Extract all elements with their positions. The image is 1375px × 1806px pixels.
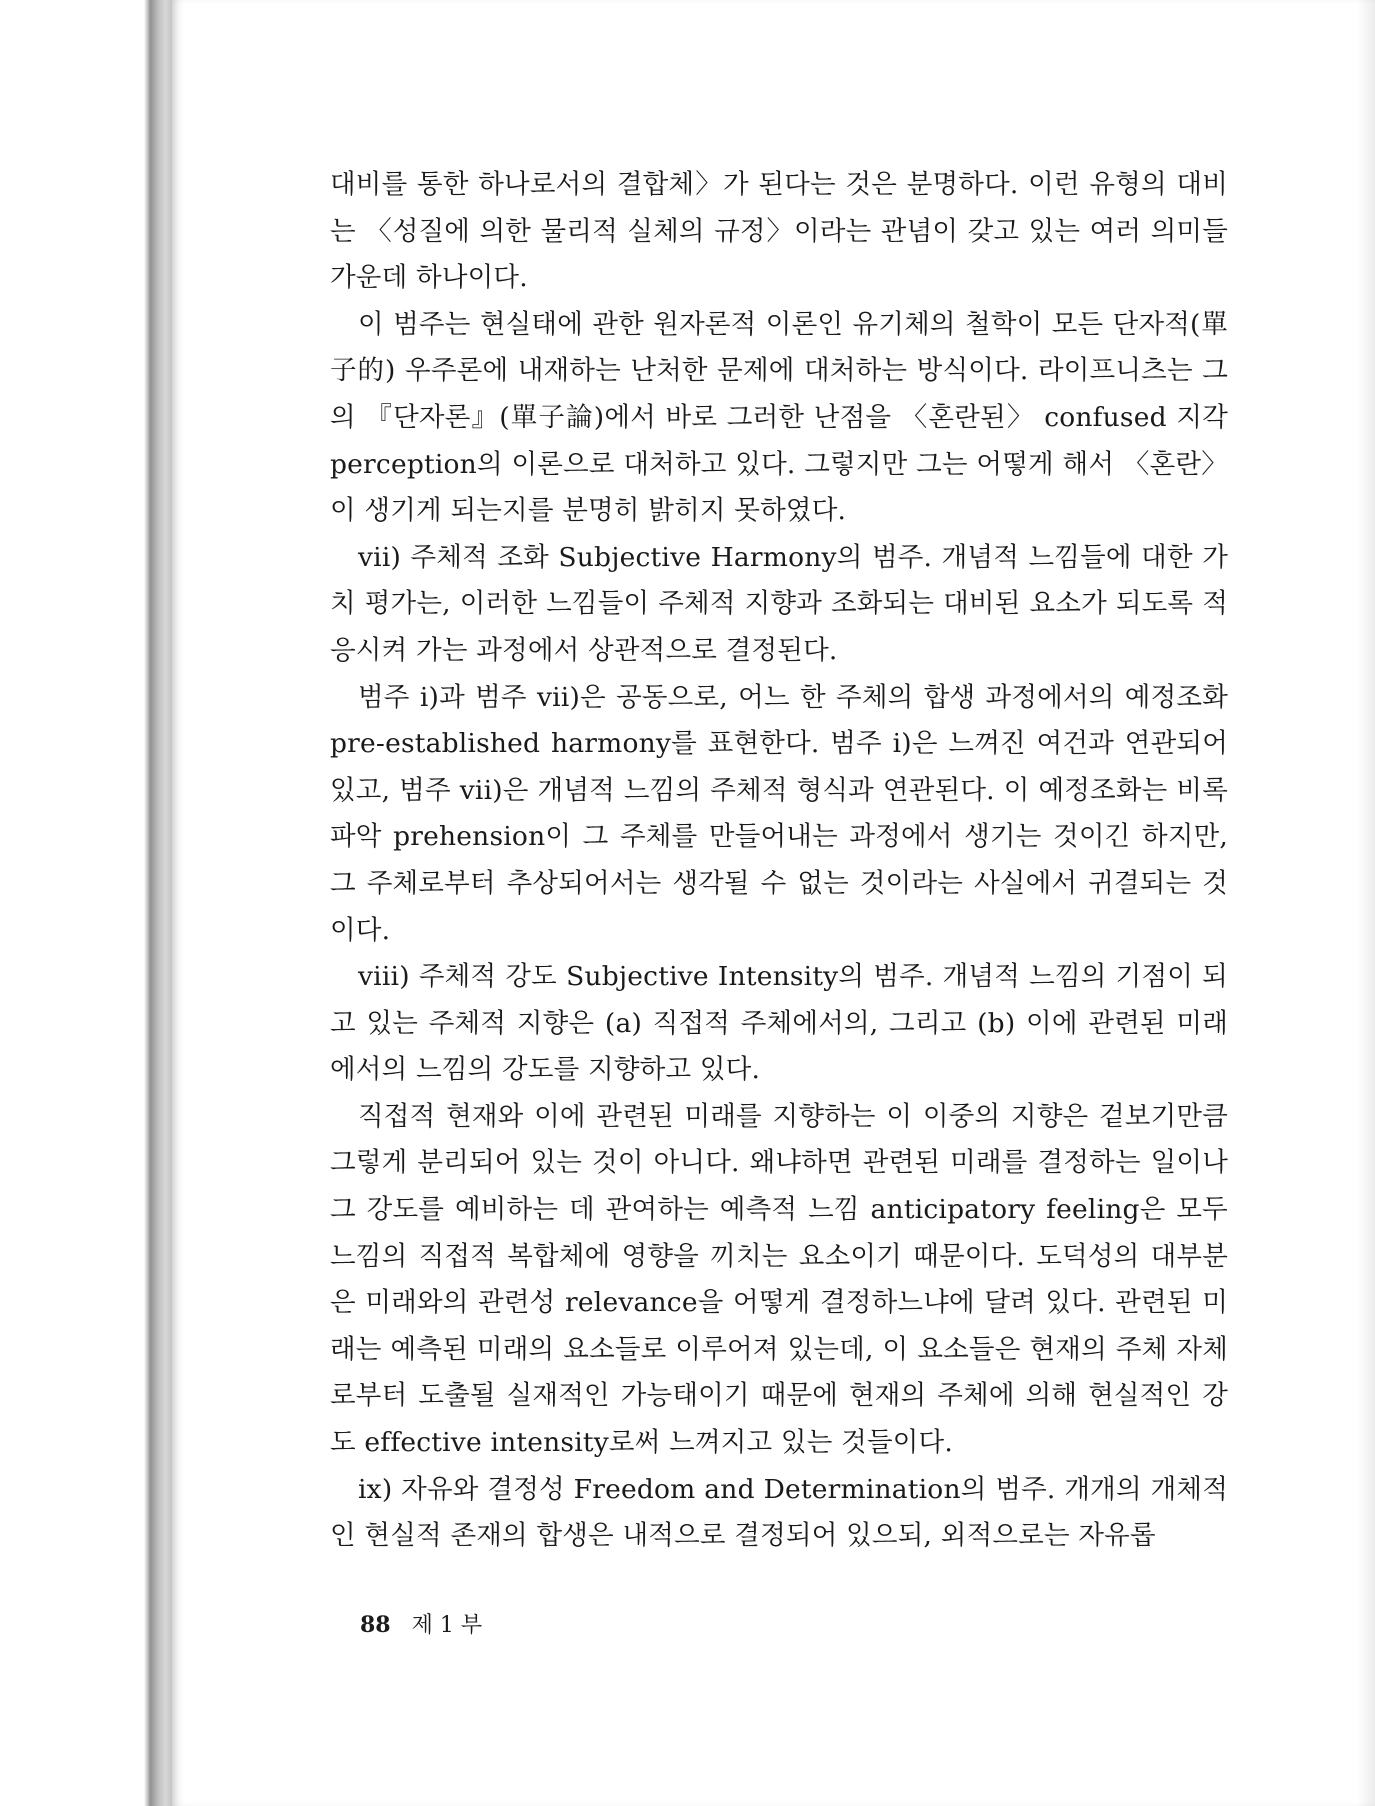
paragraph: 직접적 현재와 이에 관련된 미래를 지향하는 이 이중의 지향은 겉보기만큼 그렇게 분리되어 있는 것이 아니다. 왜냐하면 관련된 미래를 결정하는 일이나 그 강도를 예비하는 데 관여하는 예측적 느낌 anticipatory feeling은 모두 느낌의 직접적 복합체에 영향을 끼치는 요소이기 때문이다. 도덕성의 대부분은 미래와의 관련성 relevance을 어떻게 결정하느냐에 달려 있다. 관련된 미래는 예측된 미래의 요소들로 이루어져 있는데, 이 요소들은 현재의 주체 자체로부터 도출될 실재적인 가능태이기 때문에 현재의 주체에 의해 현실적인 강도 effective intensity로써 느껴지고 있는 것들이다. [330, 1100, 1228, 1459]
paragraph-category-viii: viii) 주체적 강도 Subjective Intensity의 범주. 개념적 느낌의 기점이 되고 있는 주체적 지향은 (a) 직접적 주체에서의, 그리고 (b) 이에 관련된 미래에서의 느낌의 강도를 지향하고 있다. [330, 961, 1228, 1086]
paragraph: 이 범주는 현실태에 관한 원자론적 이론인 유기체의 철학이 모든 단자적(單子的) 우주론에 내재하는 난처한 문제에 대처하는 방식이다. 라이프니츠는 그의 『단자론』(單子論)에서 바로 그러한 난점을 〈혼란된〉 confused 지각 perception의 이론으로 대처하고 있다. 그렇지만 그는 어떻게 해서 〈혼란〉이 생기게 되는지를 분명히 밝히지 못하였다. [330, 308, 1228, 527]
paragraph-category-ix: ix) 자유와 결정성 Freedom and Determination의 범주. 개개의 개체적인 현실적 존재의 합생은 내적으로 결정되어 있으되, 외적으로는 자유롭 [330, 1473, 1228, 1552]
paragraph: 범주 i)과 범주 vii)은 공동으로, 어느 한 주체의 합생 과정에서의 예정조화 pre-established harmony를 표현한다. 범주 i)은 느껴진 여건과 연관되어 있고, 범주 vii)은 개념적 느낌의 주체적 형식과 연관된다. 이 예정조화는 비록 파악 prehension이 그 주체를 만들어내는 과정에서 생기는 것이긴 하지만, 그 주체로부터 추상되어서는 생각될 수 없는 것이라는 사실에서 귀결되는 것이다. [330, 681, 1228, 946]
part-label: 제 1 부 [411, 1613, 483, 1638]
paragraph-continued: 대비를 통한 하나로서의 결합체〉가 된다는 것은 분명하다. 이런 유형의 대비는 〈성질에 의한 물리적 실체의 규정〉이라는 관념이 갖고 있는 여러 의미들 가운데 하나이다. [330, 169, 1228, 294]
paragraph-category-vii: vii) 주체적 조화 Subjective Harmony의 범주. 개념적 느낌들에 대한 가치 평가는, 이러한 느낌들이 주체적 지향과 조화되는 대비된 요소가 되도록 적응시켜 가는 과정에서 상관적으로 결정된다. [330, 541, 1228, 666]
page-footer [360, 1608, 482, 1639]
book-spine-edge [150, 0, 172, 1806]
body-text [330, 162, 1228, 1560]
page-edge-shade [1357, 0, 1375, 1806]
page-number: 88 [360, 1612, 391, 1638]
